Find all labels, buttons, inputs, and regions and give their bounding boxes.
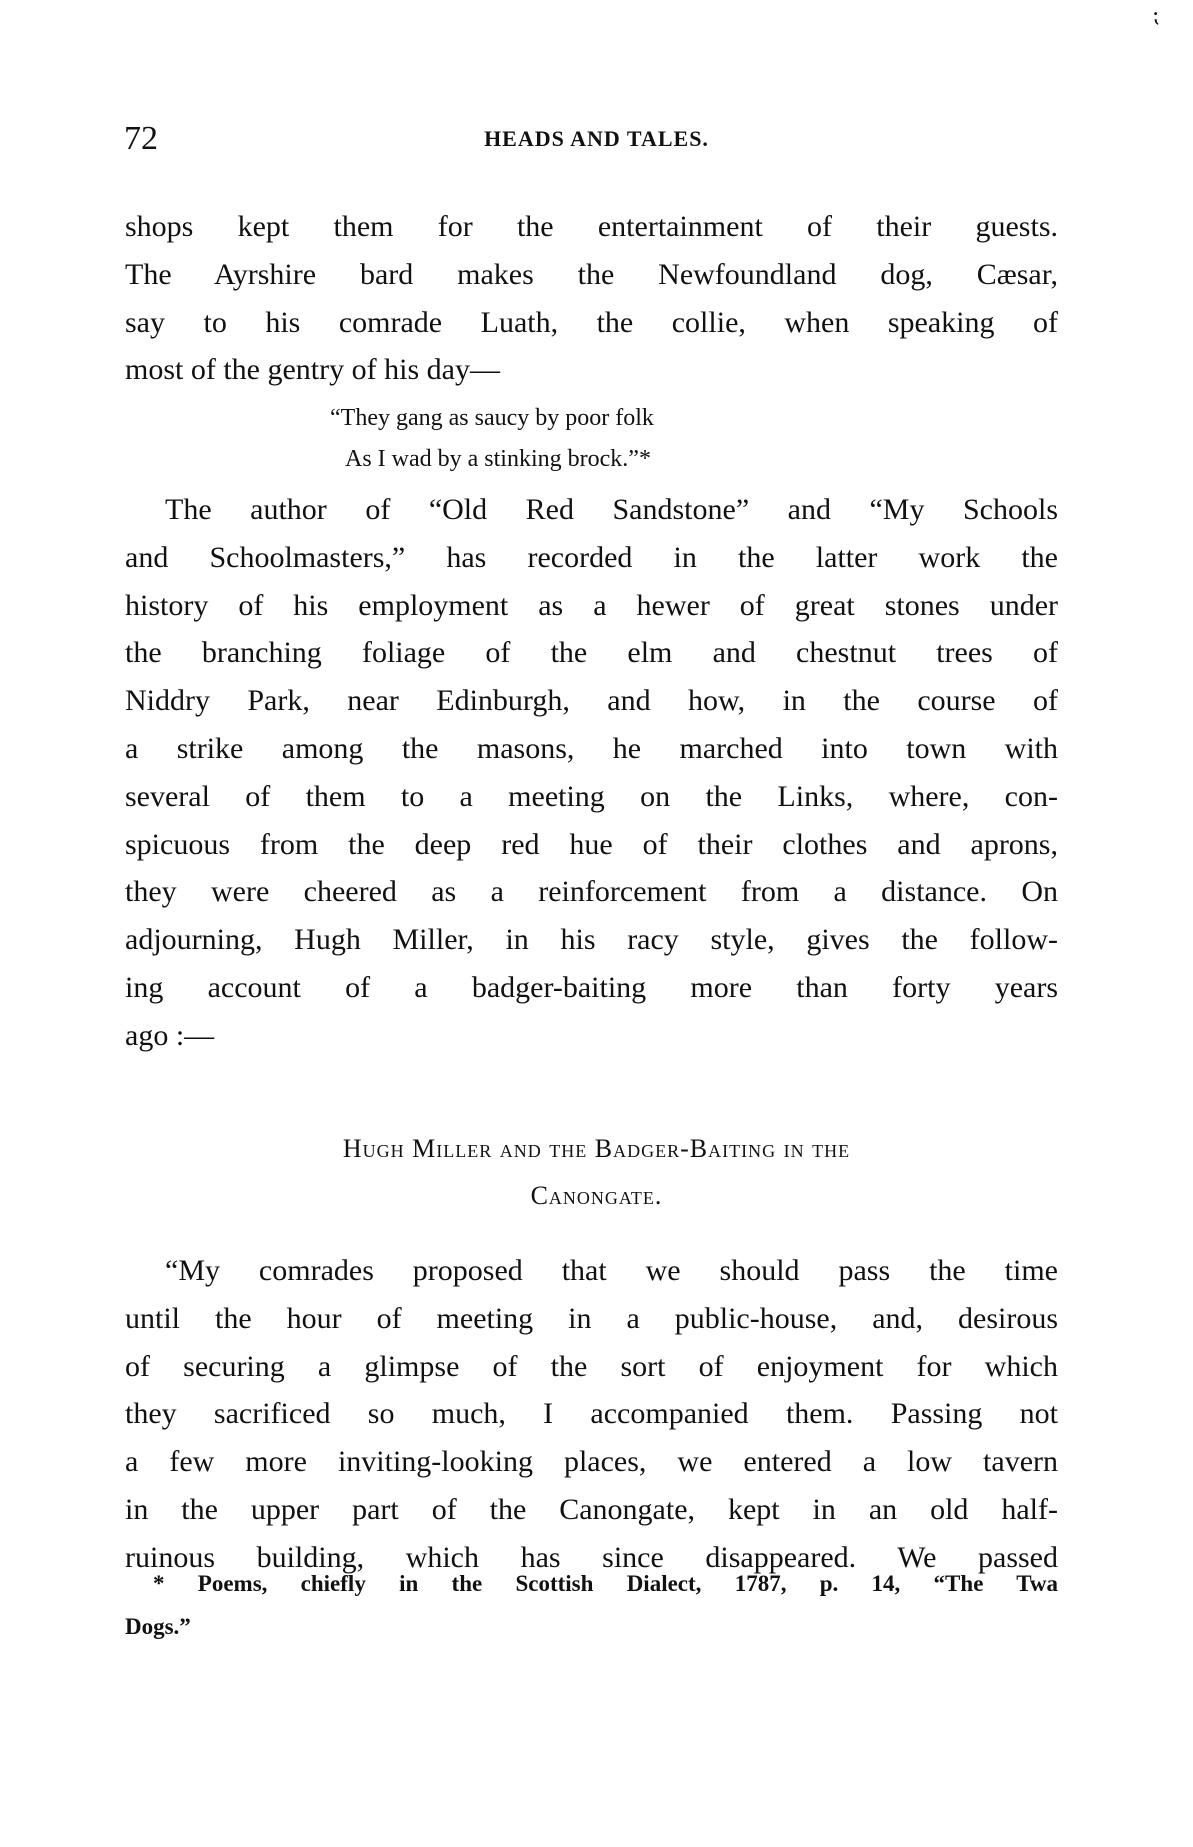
text-line: a strike among the masons, he marched into town with [125, 731, 1058, 765]
paragraph-3 [125, 1247, 1058, 1582]
verse-quote [0, 398, 1193, 480]
text-line: several of them to a meeting on the Links, where, con- [125, 779, 1058, 813]
text-line: of securing a glimpse of the sort of enjoyment for which [125, 1349, 1058, 1383]
text-line: most of the gentry of his day— [125, 353, 500, 387]
text-line: a few more inviting-looking places, we entered a low tavern [125, 1445, 1058, 1479]
heading-line: Hugh Miller and the Badger-Baiting in the [342, 1134, 851, 1163]
text-line: and Schoolmasters,” has recorded in the latter work the [125, 540, 1058, 574]
footnote-line: Dogs.” [125, 1614, 191, 1639]
paragraph-2 [125, 486, 1058, 1060]
verse-line: “They gang as saucy by poor folk [330, 405, 654, 431]
text-line: shops kept them for the entertainment of their guests. [125, 210, 1058, 243]
footnote [125, 1562, 1058, 1648]
heading-line: Canongate. [530, 1181, 663, 1210]
verse-line: As I wad by a stinking brock.”* [345, 446, 651, 472]
scan-mark: ⁏ [1152, 2, 1160, 27]
text-line: they were cheered as a reinforcement from a distance. On [125, 875, 1058, 909]
text-line: ago :— [125, 1018, 215, 1052]
footnote-line: * Poems, chiefly in the Scottish Dialect, 1787, p. 14, “The Twa [153, 1571, 1058, 1596]
text-line: say to his comrade Luath, the collie, when speaking of [125, 305, 1058, 339]
text-line: The author of “Old Red Sandstone” and “My Schools [165, 493, 1058, 526]
text-line: history of his employment as a hewer of great stones under [125, 588, 1058, 622]
page-number: 72 [124, 120, 158, 157]
text-line: the branching foliage of the elm and chestnut trees of [125, 636, 1058, 670]
text-line: ing account of a badger-baiting more than forty years [125, 970, 1058, 1004]
text-line: they sacrificed so much, I accompanied them. Passing not [125, 1397, 1058, 1431]
text-line: in the upper part of the Canongate, kept in an old half- [125, 1492, 1058, 1526]
text-line: The Ayrshire bard makes the Newfoundland dog, Cæsar, [125, 257, 1058, 291]
text-line: adjourning, Hugh Miller, in his racy style, gives the follow- [125, 923, 1058, 957]
text-line: until the hour of meeting in a public-house, and, desirous [125, 1301, 1058, 1335]
text-line: ruinous building, which has since disappeared. We passed [125, 1540, 1058, 1574]
text-line: Niddry Park, near Edinburgh, and how, in the course of [125, 684, 1058, 718]
section-heading [0, 1125, 1193, 1219]
text-line: “My comrades proposed that we should pass the time [165, 1254, 1058, 1287]
text-line: spicuous from the deep red hue of their clothes and aprons, [125, 827, 1058, 861]
running-title: HEADS AND TALES. [484, 126, 709, 151]
paragraph-1 [125, 203, 1058, 394]
